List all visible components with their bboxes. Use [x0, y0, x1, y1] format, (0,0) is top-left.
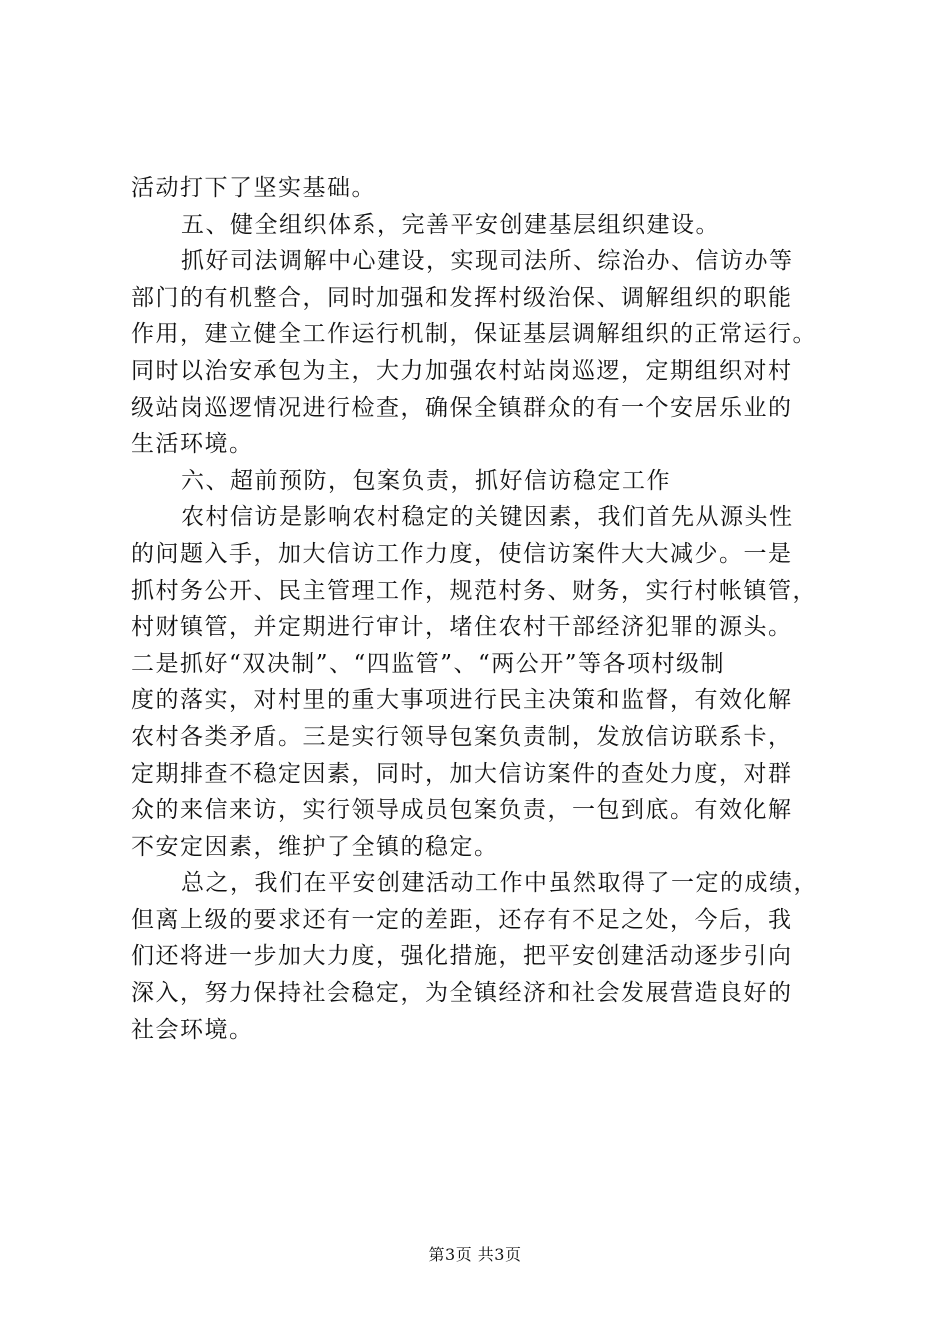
text-line: 六、超前预防，包案负责，抓好信访稳定工作: [181, 467, 671, 494]
text-line: 众的来信来访，实行领导成员包案负责，一包到底。有效化解: [131, 797, 793, 824]
text-line: 农村信访是影响农村稳定的关键因素，我们首先从源头性: [181, 504, 794, 531]
document-body: [131, 170, 861, 1048]
page-footer: 第3页 共3页: [428, 1245, 522, 1264]
text-line: 部门的有机整合，同时加强和发挥村级治保、调解组织的职能: [131, 284, 793, 311]
text-line: 不安定因素，维护了全镇的稳定。: [131, 833, 499, 860]
text-line: 级站岗巡逻情况进行检查，确保全镇群众的有一个安居乐业的: [131, 394, 793, 421]
text-line: 活动打下了坚实基础。: [131, 175, 376, 201]
text-line: 农村各类矛盾。三是实行领导包案负责制，发放信访联系卡，: [131, 723, 793, 750]
text-line: 村财镇管，并定期进行审计，堵住农村干部经济犯罪的源头。: [131, 614, 793, 641]
text-line: 们还将进一步加大力度，强化措施，把平安创建活动逐步引向: [131, 943, 793, 970]
text-line: 定期排查不稳定因素，同时，加大信访案件的查处力度，对群: [131, 760, 793, 787]
text-line: 抓好司法调解中心建设，实现司法所、综治办、信访办等: [181, 248, 794, 275]
text-line: 深入，努力保持社会稳定，为全镇经济和社会发展营造良好的: [131, 980, 793, 1007]
text-line: 二是抓好“双决制”、“四监管”、“两公开”等各项村级制: [131, 650, 726, 677]
text-line: 抓村务公开、民主管理工作，规范村务、财务，实行村帐镇管，: [131, 577, 817, 604]
text-line: 五、健全组织体系，完善平安创建基层组织建设。: [181, 211, 720, 238]
text-line: 生活环境。: [131, 431, 254, 458]
text-line: 总之，我们在平安创建活动工作中虽然取得了一定的成绩，: [181, 870, 818, 897]
text-line: 但离上级的要求还有一定的差距，还存有不足之处，今后，我: [131, 906, 793, 933]
text-line: 的问题入手，加大信访工作力度，使信访案件大大减少。一是: [131, 540, 793, 567]
text-line: 度的落实，对村里的重大事项进行民主决策和监督，有效化解: [131, 687, 793, 714]
text-line: 社会环境。: [131, 1016, 254, 1043]
text-line: 作用，建立健全工作运行机制，保证基层调解组织的正常运行。: [131, 321, 817, 348]
text-line: 同时以治安承包为主，大力加强农村站岗巡逻，定期组织对村: [131, 357, 793, 384]
